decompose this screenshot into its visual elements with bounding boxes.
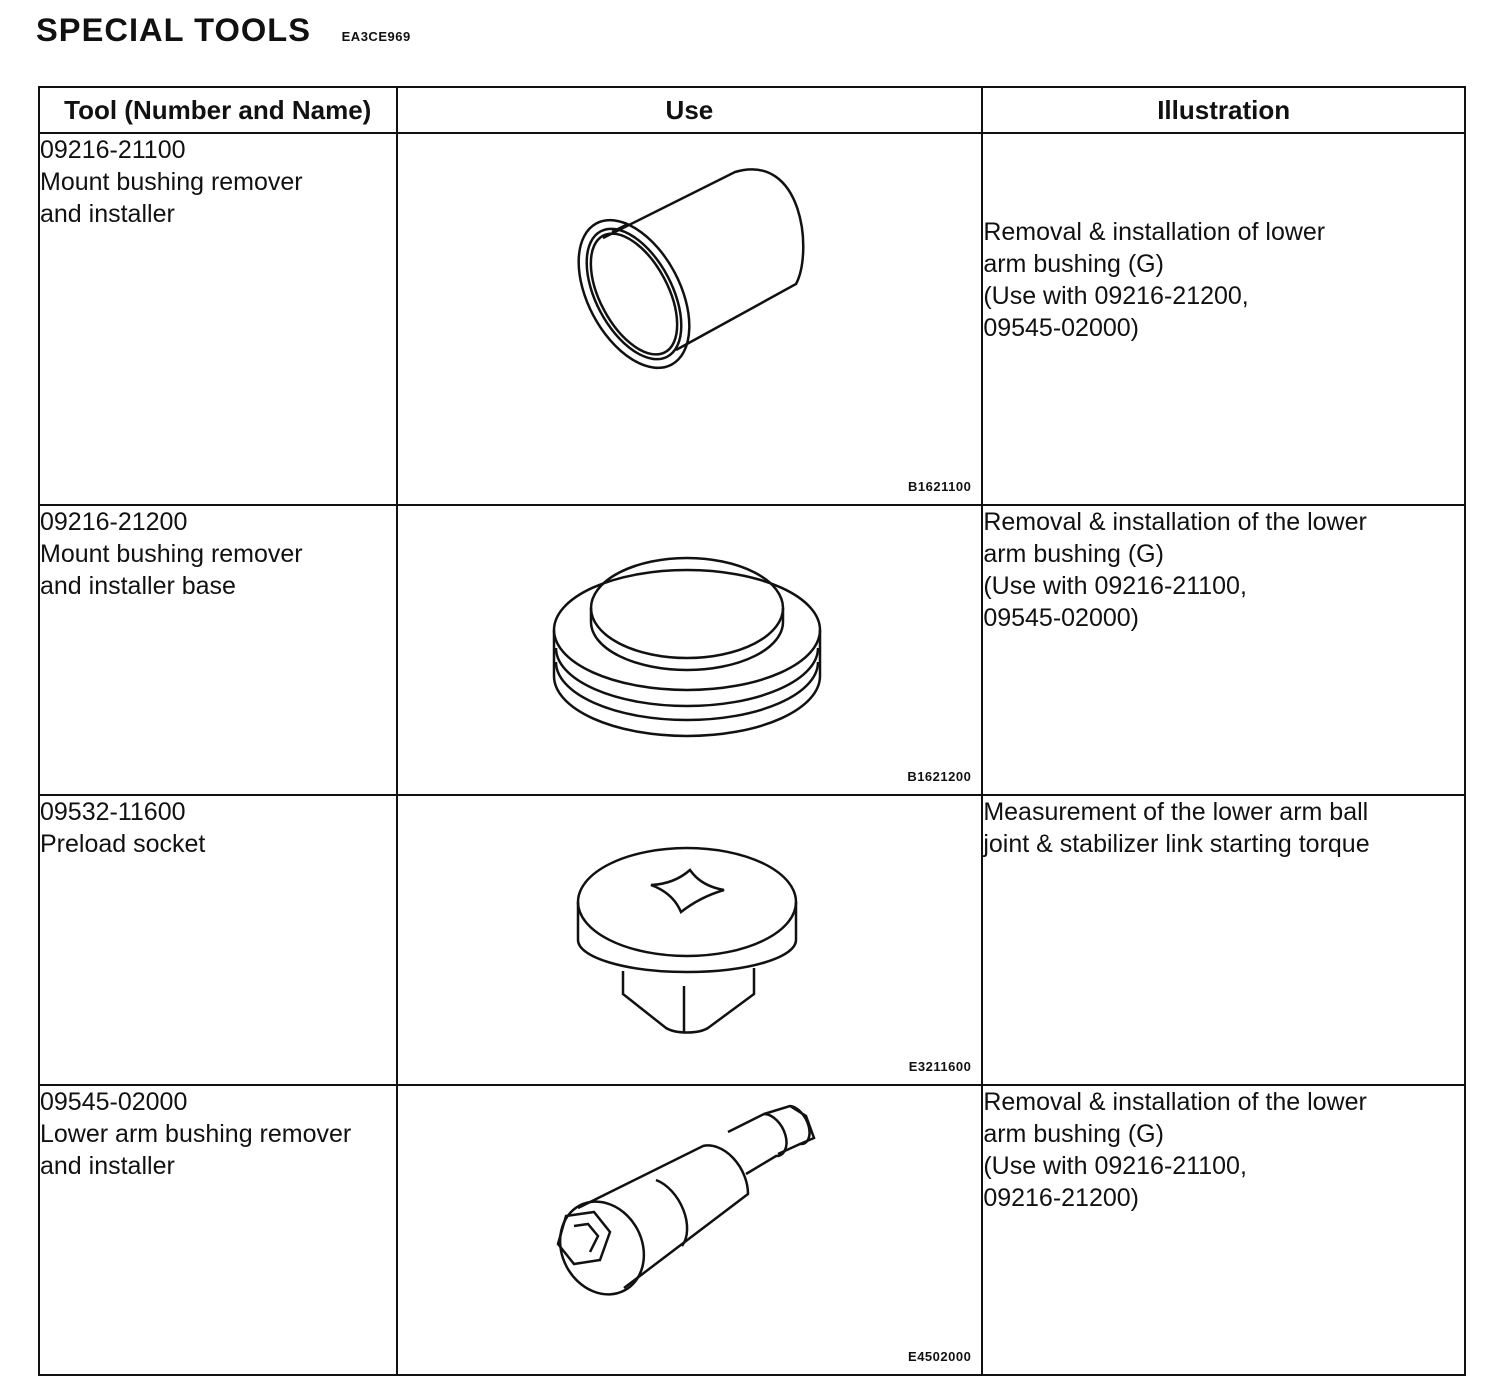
tool-name-line: and installer <box>40 200 175 228</box>
page-title: SPECIAL TOOLS <box>36 12 312 48</box>
description-cell <box>982 505 1465 795</box>
use-cell <box>397 133 983 505</box>
tool-cell <box>39 1085 397 1375</box>
description-line: Measurement of the lower arm ball <box>983 798 1369 826</box>
tool-name-line: Mount bushing remover <box>40 168 303 196</box>
use-cell <box>397 505 983 795</box>
description-line: Removal & installation of lower <box>983 218 1326 246</box>
description-cell <box>982 1085 1465 1375</box>
column-header-illustration: Illustration <box>982 87 1465 133</box>
figure-code: E3211600 <box>908 1059 972 1074</box>
table-row <box>39 795 1465 1085</box>
table-header-row <box>39 87 1465 133</box>
description-line: (Use with 09216-21200, <box>983 282 1249 310</box>
bushing-remover-installer-drawing <box>398 1086 981 1374</box>
special-tools-table <box>38 86 1466 1376</box>
tool-name-line: Preload socket <box>40 830 206 858</box>
tool-cell <box>39 795 397 1085</box>
figure-code: B1621200 <box>907 769 972 784</box>
tool-name-line: and installer base <box>40 572 236 600</box>
figure-code: B1621100 <box>908 479 972 494</box>
tool-name-line: Lower arm bushing remover <box>40 1120 352 1148</box>
description-line: arm bushing (G) <box>983 540 1164 568</box>
description-line: (Use with 09216-21100, <box>983 572 1247 600</box>
description-cell <box>982 795 1465 1085</box>
description-line: 09545-02000) <box>983 314 1140 342</box>
table-row <box>39 505 1465 795</box>
tool-cell <box>39 133 397 505</box>
tool-number: 09216-21100 <box>40 136 186 164</box>
table-row <box>39 1085 1465 1375</box>
page-code: EA3CE969 <box>341 29 411 44</box>
tool-number: 09545-02000 <box>40 1088 188 1116</box>
description-line: Removal & installation of the lower <box>983 508 1367 536</box>
description-line: joint & stabilizer link starting torque <box>983 830 1370 858</box>
use-cell <box>397 795 983 1085</box>
description-line: 09545-02000) <box>983 604 1140 632</box>
table-row <box>39 133 1465 505</box>
page-header <box>36 12 411 49</box>
description-line: arm bushing (G) <box>983 1120 1164 1148</box>
description-line: Removal & installation of the lower <box>983 1088 1367 1116</box>
use-cell <box>397 1085 983 1375</box>
description-line: (Use with 09216-21100, <box>983 1152 1247 1180</box>
bushing-sleeve-drawing <box>398 134 981 422</box>
column-header-use: Use <box>397 87 983 133</box>
description-line: 09216-21200) <box>983 1184 1140 1212</box>
preload-socket-drawing <box>398 796 981 1084</box>
tool-number: 09532-11600 <box>40 798 186 826</box>
installer-base-ring-drawing <box>398 506 981 794</box>
description-cell <box>982 133 1465 505</box>
column-header-tool: Tool (Number and Name) <box>39 87 397 133</box>
tool-number: 09216-21200 <box>40 508 188 536</box>
tool-name-line: Mount bushing remover <box>40 540 303 568</box>
figure-code: E4502000 <box>908 1349 972 1364</box>
tool-name-line: and installer <box>40 1152 175 1180</box>
tool-cell <box>39 505 397 795</box>
description-line: arm bushing (G) <box>983 250 1164 278</box>
